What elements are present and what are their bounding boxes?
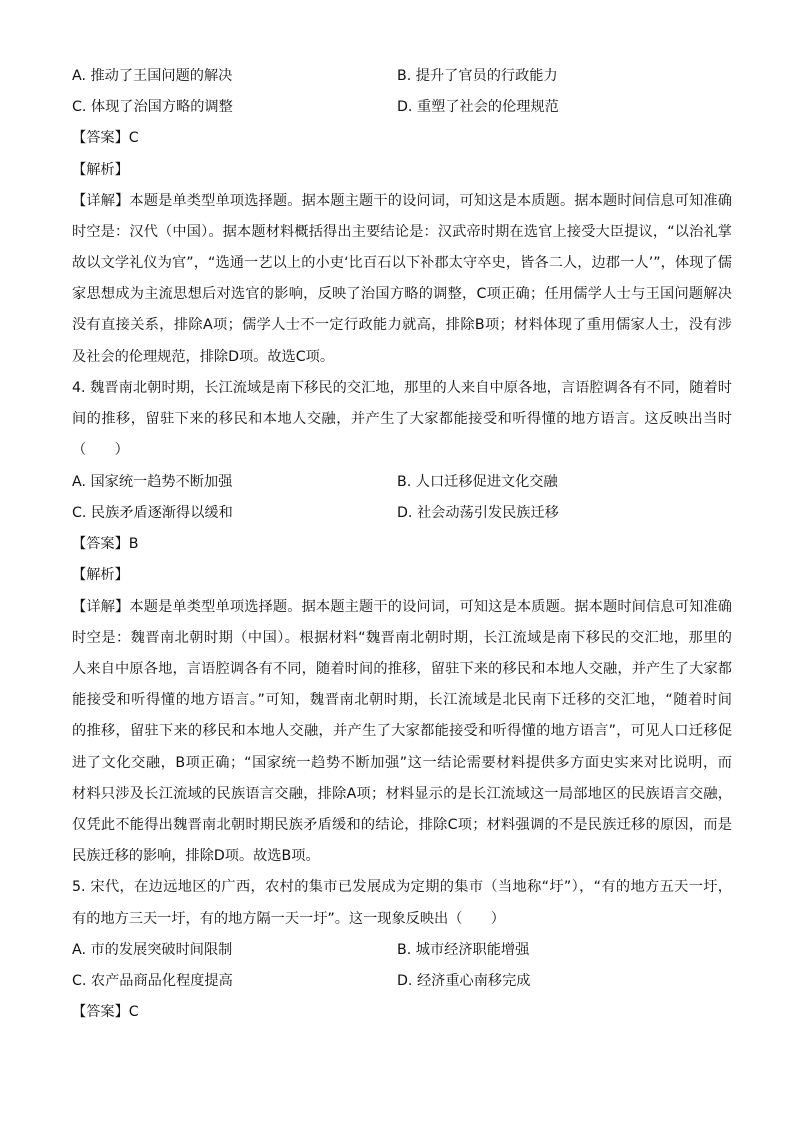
q4-detail-line: 民族迁移的影响，排除D项。故选B项。 — [72, 848, 320, 864]
q4-detail-line: 能接受和听得懂的地方语言。”可知，魏晋南北朝时期，长江流域是北民南下迁移的交汇地，“随着时间 — [72, 692, 732, 708]
q3-detail-line: 及社会的伦理规范，排除D项。故选C项。 — [72, 349, 335, 365]
q3-detail-line: 【详解】本题是单类型单项选择题。据本题主题干的设问词，可知这是本质题。据本题时间信息可知准确 — [72, 193, 732, 209]
q4-detail-line: 人来自中原各地，言语腔调各有不同，随着时间的推移，留驻下来的移民和本地人交融，并产生了大家都 — [72, 661, 732, 677]
q4-detail-line: 进了文化交融，B项正确；“国家统一趋势不断加强”这一结论需要材料提供多方面史实来对比说明，而 — [72, 755, 732, 771]
q4-detail-line: 的推移，留驻下来的移民和本地人交融，并产生了大家都能接受和听得懂的地方语言”，可见人口迁移促 — [72, 723, 732, 739]
q4-option-a: A. 国家统一趋势不断加强 — [72, 474, 233, 490]
q4-stem-line: （ ） — [72, 442, 129, 458]
q4-detail-line: 时空是：魏晋南北朝时期（中国）。根据材料“魏晋南北朝时期，长江流域是南下移民的交汇地，那里的 — [72, 630, 732, 646]
q5-option-d: D. 经济重心南移完成 — [397, 973, 531, 989]
q4-stem-line: 4. 魏晋南北朝时期，长江流域是南下移民的交汇地，那里的人来自中原各地，言语腔调各有不同，随着时 — [72, 380, 732, 396]
q3-option-b: B. 提升了官员的行政能力 — [397, 68, 558, 84]
q4-detail-line: 材料只涉及长江流域的民族语言交融，排除A项；材料显示的是长江流域这一局部地区的民族语言交融， — [72, 786, 732, 802]
q3-option-c: C. 体现了治国方略的调整 — [72, 99, 233, 115]
q4-analysis-label: 【解析】 — [72, 567, 129, 583]
q5-option-a: A. 市的发展突破时间限制 — [72, 942, 233, 958]
q4-option-d: D. 社会动荡引发民族迁移 — [397, 505, 559, 521]
q3-detail-line: 家思想成为主流思想后对选官的影响，反映了治国方略的调整，C项正确；任用儒学人士与王国问题解决 — [72, 286, 732, 302]
q5-stem-line: 有的地方三天一圩，有的地方隔一天一圩”。这一现象反映出（ ） — [72, 911, 505, 927]
q5-answer: 【答案】C — [72, 1004, 139, 1020]
q4-option-b: B. 人口迁移促进文化交融 — [397, 474, 558, 490]
q3-detail-line: 故以文学礼仪为官”，“选通一艺以上的小吏‘比百石以下补郡太守卒史，皆各二人，边郡一人’”，体现了儒 — [72, 255, 732, 271]
q5-stem-line: 5. 宋代，在边远地区的广西，农村的集市已发展成为定期的集市（当地称“圩”），“有的地方五天一圩， — [72, 879, 732, 895]
q4-option-c: C. 民族矛盾逐渐得以缓和 — [72, 505, 233, 521]
q3-detail-line: 没有直接关系，排除A项；儒学人士不一定行政能力就高，排除B项；材料体现了重用儒家人士，没有涉 — [72, 317, 732, 333]
q4-detail-line: 【详解】本题是单类型单项选择题。据本题主题干的设问词，可知这是本质题。据本题时间信息可知准确 — [72, 599, 732, 615]
q4-answer: 【答案】B — [72, 536, 139, 552]
q3-analysis-label: 【解析】 — [72, 162, 129, 178]
q3-option-d: D. 重塑了社会的伦理规范 — [397, 99, 559, 115]
q3-detail-line: 时空是：汉代（中国）。据本题材料概括得出主要结论是：汉武帝时期在选官上接受大臣提议，“以治礼掌 — [72, 224, 732, 240]
q3-answer: 【答案】C — [72, 130, 139, 146]
q3-option-a: A. 推动了王国问题的解决 — [72, 68, 233, 84]
q5-option-b: B. 城市经济职能增强 — [397, 942, 530, 958]
q5-option-c: C. 农产品商品化程度提高 — [72, 973, 233, 989]
q4-detail-line: 仅凭此不能得出魏晋南北朝时期民族矛盾缓和的结论，排除C项；材料强调的不是民族迁移的原因，而是 — [72, 817, 732, 833]
q4-stem-line: 间的推移，留驻下来的移民和本地人交融，并产生了大家都能接受和听得懂的地方语言。这反映出当时 — [72, 411, 732, 427]
